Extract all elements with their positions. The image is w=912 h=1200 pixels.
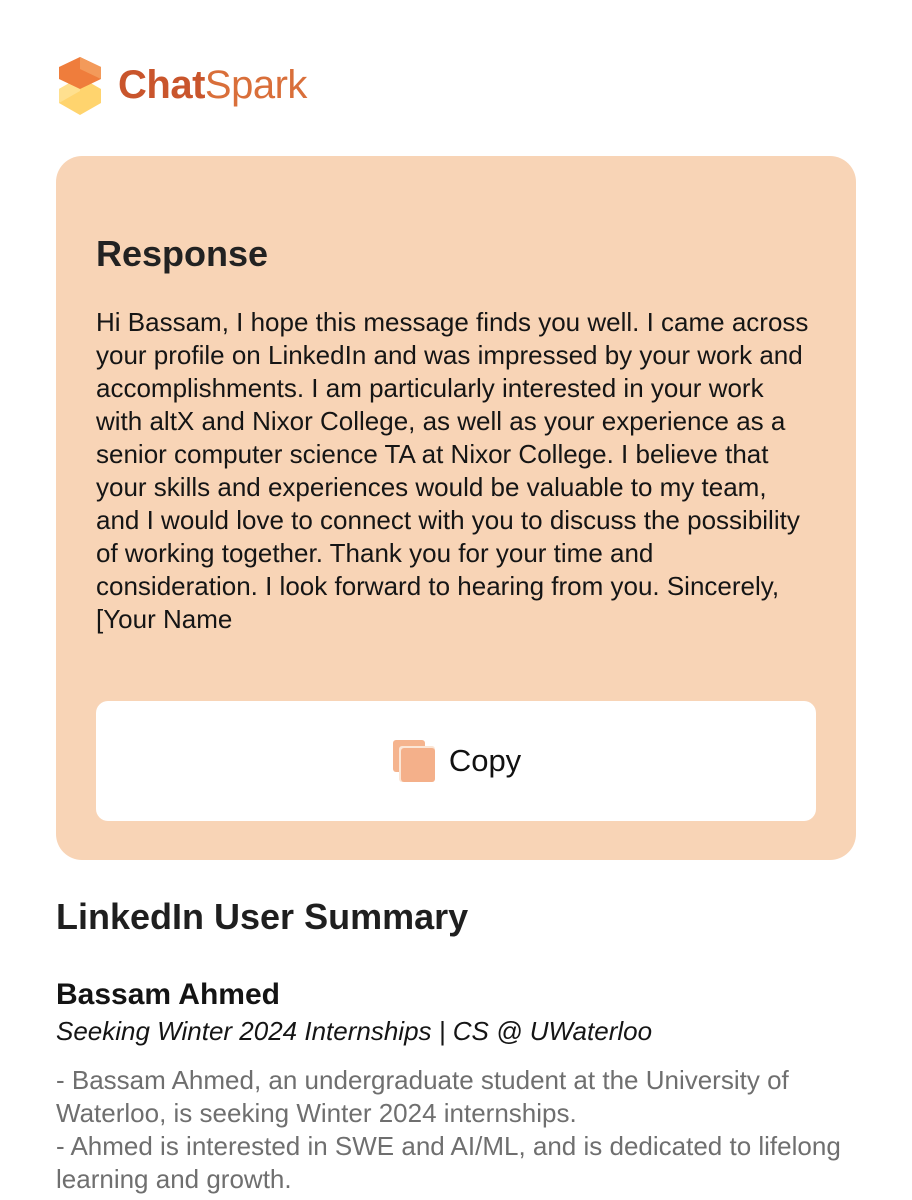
summary-point: - Ahmed is interested in SWE and AI/ML, and is dedicated to lifelong learning and growth. (56, 1131, 841, 1194)
response-card (56, 156, 856, 860)
summary-points (56, 1064, 856, 1196)
summary-title: LinkedIn User Summary (56, 896, 469, 937)
response-title: Response (96, 233, 269, 274)
app-header (56, 56, 307, 118)
chatspark-logo-icon (56, 56, 104, 118)
user-headline: Seeking Winter 2024 Internships | CS @ UWaterloo (56, 1016, 653, 1046)
copy-icon (391, 738, 437, 784)
copy-button-label: Copy (448, 743, 522, 778)
copy-button[interactable] (96, 701, 816, 821)
summary-point: - Bassam Ahmed, an undergraduate student at the University of Waterloo, is seeking Winter 2024 internships. (56, 1065, 789, 1128)
brand-name-light: Spark (204, 63, 307, 107)
brand-name-bold: Chat (118, 63, 205, 107)
response-message: Hi Bassam, I hope this message finds you well. I came across your profile on LinkedIn and was impressed by your work and accomplishments. I am particularly interested in your work with altX and Nixor College, as well as your experience as a senior computer science TA at Nixor College. I believe that your skills and experiences would be valuable to my team, and I would love to connect with you to discuss the possibility of working together. Thank you for your time and consideration. I look forward to hearing from you. Sincerely, [Your Name (96, 307, 809, 634)
user-name: Bassam Ahmed (56, 978, 280, 1011)
brand-name (118, 65, 307, 109)
